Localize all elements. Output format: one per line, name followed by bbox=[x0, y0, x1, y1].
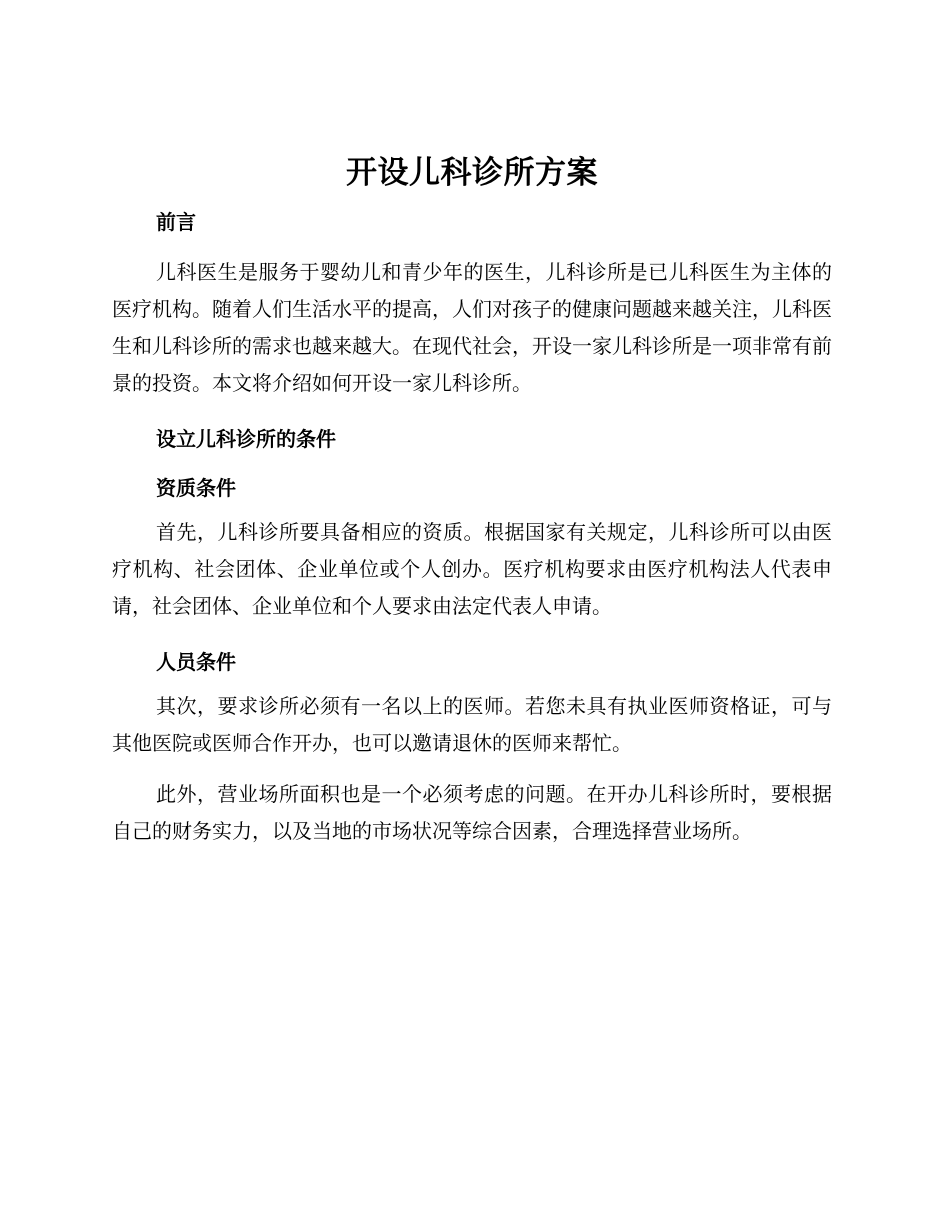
preface-paragraph: 儿科医生是服务于婴幼儿和青少年的医生，儿科诊所是已儿科医生为主体的医疗机构。随着人们生活水平的提高，人们对孩子的健康问题越来越关注，儿科医生和儿科诊所的需求也越来越大。在现代社会，开设一家儿科诊所是一项非常有前景的投资。本文将介绍如何开设一家儿科诊所。 bbox=[112, 260, 832, 395]
staff-paragraph-2: 此外，营业场所面积也是一个必须考虑的问题。在开办儿科诊所时，要根据自己的财务实力，以及当地的市场状况等综合因素，合理选择营业场所。 bbox=[112, 782, 832, 843]
qualification-heading: 资质条件 bbox=[156, 476, 236, 500]
staff-heading: 人员条件 bbox=[156, 650, 236, 674]
preface-heading: 前言 bbox=[156, 210, 196, 234]
spacer bbox=[112, 500, 832, 514]
spacer bbox=[112, 625, 832, 650]
spacer bbox=[112, 451, 832, 476]
spacer bbox=[112, 674, 832, 688]
staff-paragraph-1: 其次，要求诊所必须有一名以上的医师。若您未具有执业医师资格证，可与其他医院或医师合作开办，也可以邀请退休的医师来帮忙。 bbox=[112, 694, 832, 755]
conditions-heading: 设立儿科诊所的条件 bbox=[156, 427, 336, 451]
document-page bbox=[112, 148, 832, 850]
spacer bbox=[112, 234, 832, 254]
spacer bbox=[112, 402, 832, 427]
qualification-paragraph: 首先，儿科诊所要具备相应的资质。根据国家有关规定，儿科诊所可以由医疗机构、社会团体、企业单位或个人创办。医疗机构要求由医疗机构法人代表申请，社会团体、企业单位和个人要求由法定代表人申请。 bbox=[112, 520, 832, 618]
spacer bbox=[112, 762, 832, 776]
document-title: 开设儿科诊所方案 bbox=[346, 155, 598, 191]
